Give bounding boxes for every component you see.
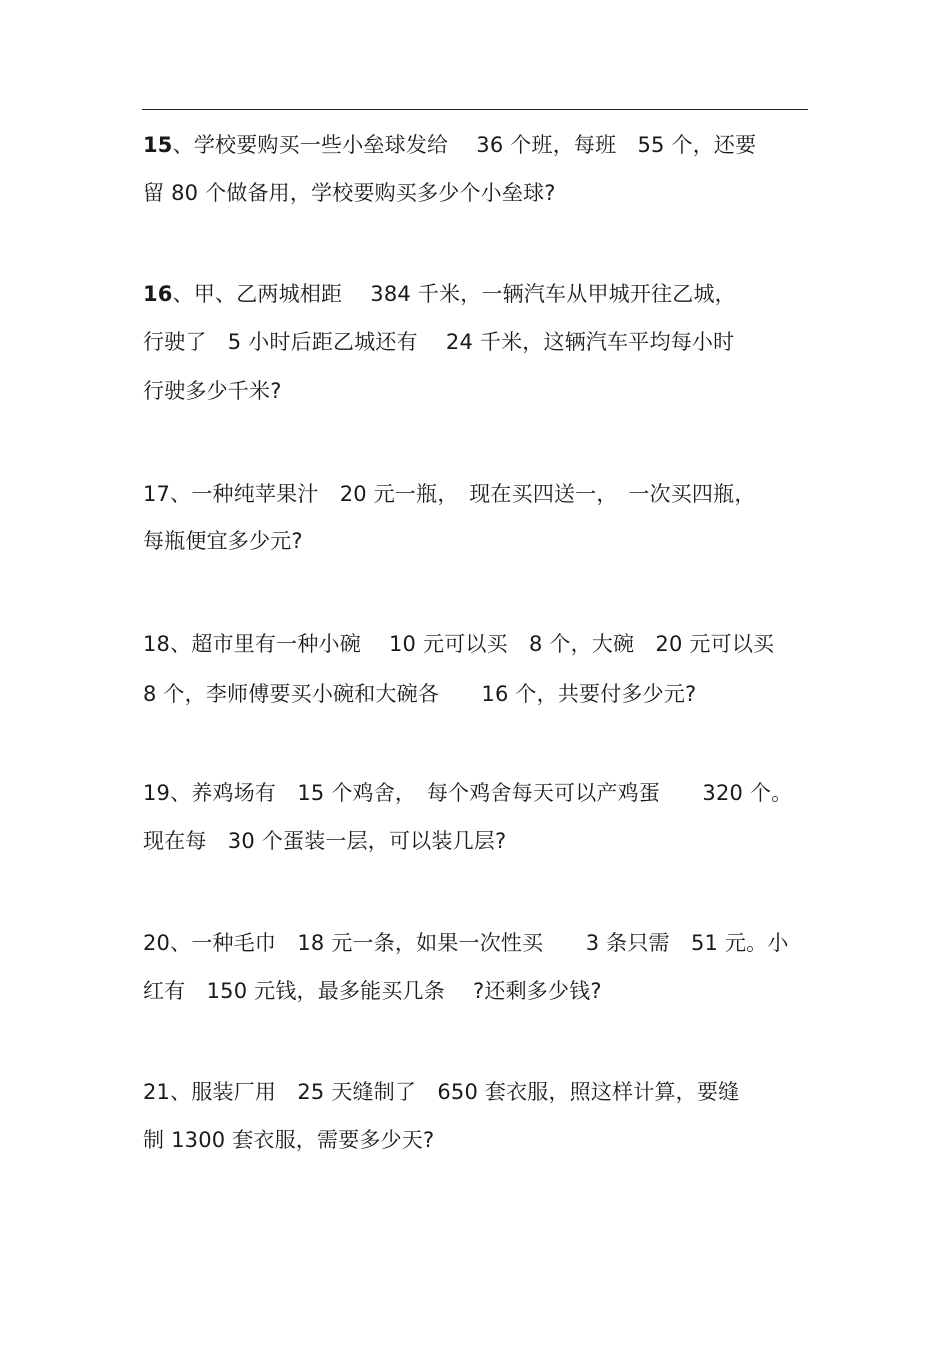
problem-line [143, 131, 756, 159]
problem-number: 16 [143, 282, 173, 306]
problem-line: 行驶多少千米? [143, 379, 282, 403]
problem-number: 21 [143, 1080, 171, 1104]
problem-number: 17 [143, 482, 171, 506]
problem-line: 留 80 个做备用，学校要购买多少个小垒球? [143, 181, 556, 205]
problem-line [143, 630, 774, 658]
problem-line: 每瓶便宜多少元? [143, 529, 303, 553]
problem-line: 8 个，李师傅要买小碗和大碗各 16 个，共要付多少元? [143, 682, 697, 706]
problem-text: 、服装厂用 25 天缝制了 650 套衣服，照这样计算，要缝 [170, 1080, 740, 1104]
problem-line [143, 480, 756, 508]
problem-number: 15 [143, 133, 173, 157]
header-rule [142, 109, 808, 110]
problem-text: 、甲、乙两城相距 384 千米，一辆汽车从甲城开往乙城， [172, 282, 736, 306]
problem-text: 、学校要购买一些小垒球发给 36 个班，每班 55 个，还要 [172, 133, 757, 157]
problem-number: 19 [143, 781, 171, 805]
problem-text: 、一种纯苹果汁 20 元一瓶， 现在买四送一， 一次买四瓶， [170, 482, 756, 506]
problem-line: 行驶了 5 小时后距乙城还有 24 千米，这辆汽车平均每小时 [143, 330, 735, 354]
problem-line: 红有 150 元钱，最多能买几条 ?还剩多少钱? [143, 979, 602, 1003]
problem-line [143, 1078, 739, 1106]
problem-number: 18 [143, 632, 171, 656]
problem-text: 、养鸡场有 15 个鸡舍， 每个鸡舍每天可以产鸡蛋 320 个。 [170, 781, 793, 805]
problem-text: 、超市里有一种小碗 10 元可以买 8 个，大碗 20 元可以买 [170, 632, 775, 656]
problem-line: 现在每 30 个蛋装一层，可以装几层? [143, 829, 507, 853]
problem-text: 、一种毛巾 18 元一条，如果一次性买 3 条只需 51 元。小 [170, 931, 789, 955]
problem-line [143, 280, 736, 308]
problem-number: 20 [143, 931, 171, 955]
problem-line [143, 929, 789, 957]
problem-line: 制 1300 套衣服，需要多少天? [143, 1128, 435, 1152]
problem-line [143, 779, 792, 807]
